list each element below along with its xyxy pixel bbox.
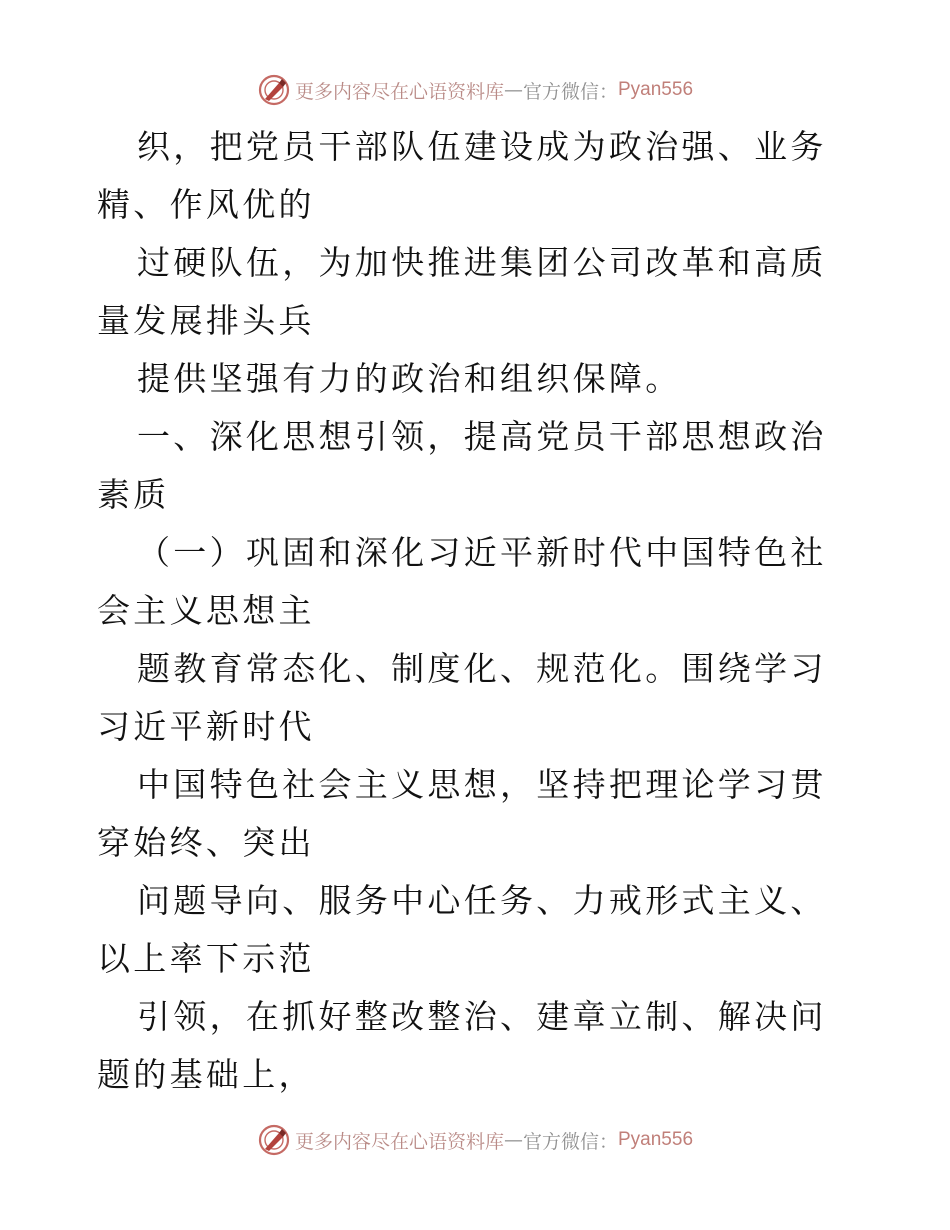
banner-wechat-label: 官方微信： [522,1130,618,1153]
footer-banner [0,1120,950,1160]
banner-account: Pyan556 [618,1129,694,1150]
paragraph: （一）巩固和深化习近平新时代中国特色社会主义思想主 [97,533,827,630]
paragraph: 过硬队伍，为加快推进集团公司改革和高质量发展排头兵 [97,243,827,340]
pen-nib-circle-icon [257,73,291,107]
document-body [97,118,857,1104]
paragraph: 问题导向、服务中心任务、力戒形式主义、以上率下示范 [97,881,827,978]
paragraph: 题教育常态化、制度化、规范化。围绕学习习近平新时代 [97,649,827,746]
banner-separator: — [503,1129,523,1151]
banner-text: 更多内容尽在心语资料库 [294,1130,504,1153]
paragraph: 中国特色社会主义思想，坚持把理论学习贯穿始终、突出 [97,765,827,862]
header-banner [0,70,950,110]
pen-nib-circle-icon [257,1123,291,1157]
banner-account: Pyan556 [618,79,694,100]
banner-wechat-label: 官方微信： [522,80,618,103]
paragraph: 提供坚强有力的政治和组织保障。 [137,359,682,398]
paragraph: 引领，在抓好整改整治、建章立制、解决问题的基础上， [97,997,827,1094]
section-heading: 一、深化思想引领，提高党员干部思想政治素质 [97,417,827,514]
paragraph: 织，把党员干部队伍建设成为政治强、业务精、作风优的 [97,127,827,224]
banner-text: 更多内容尽在心语资料库 [294,80,504,103]
banner-separator: — [503,79,523,101]
